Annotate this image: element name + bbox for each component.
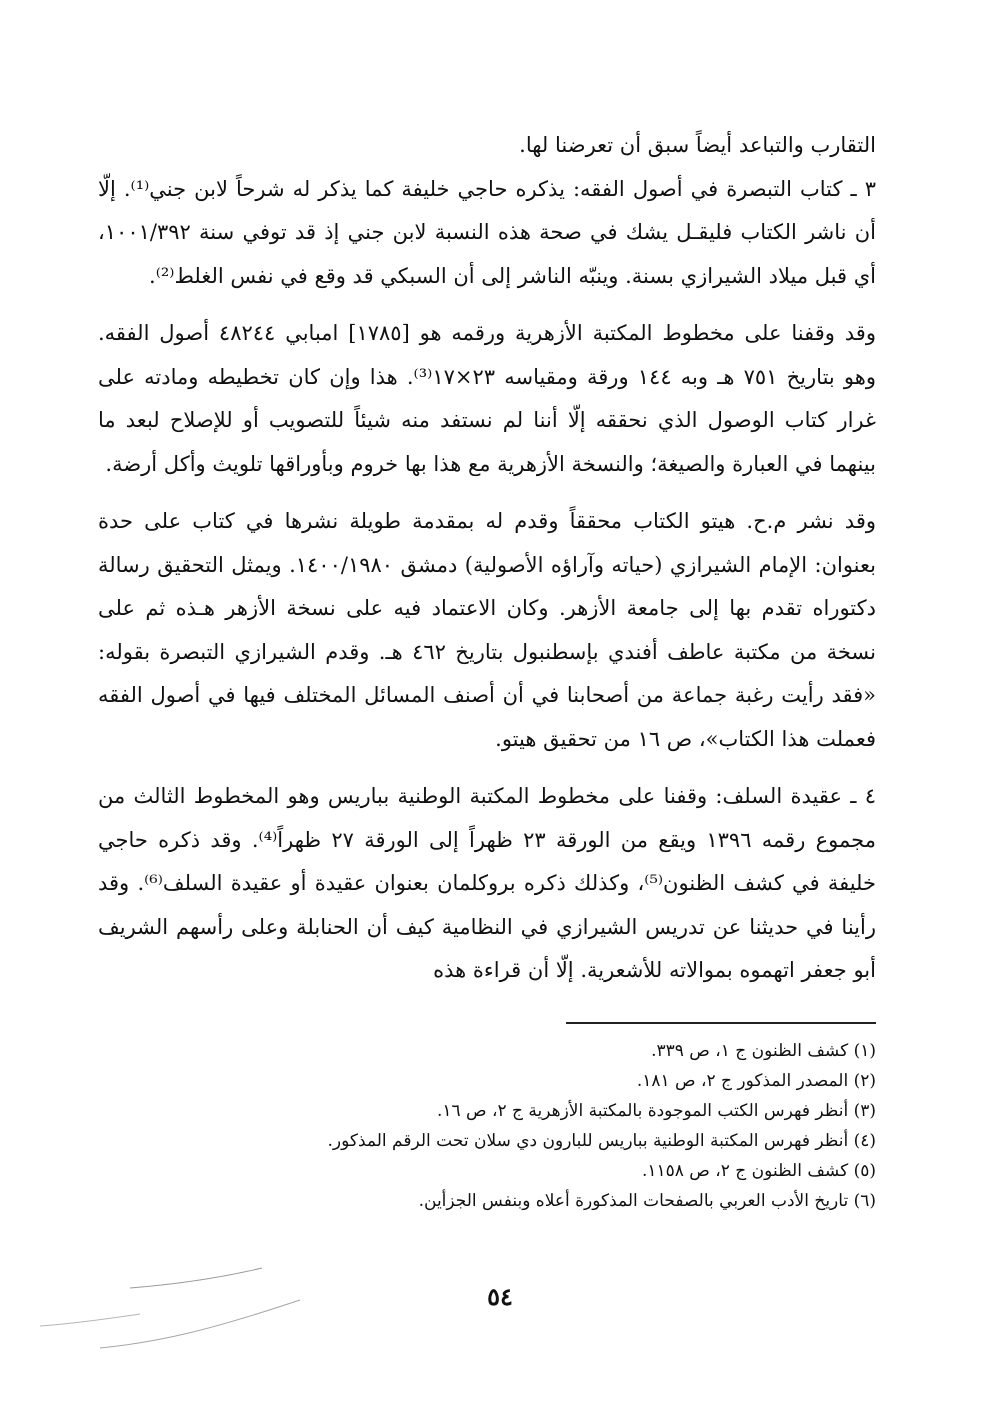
paragraph-5: ٤ ـ عقيدة السلف: وقفنا على مخطوط المكتبة الوطنية بباريس وهو المخطوط الثالث من مجموع رقمه ١٣٩٦ ويقع من الورقة ٢٣ ظهراً إلى الورقة ٢٧ ظهراً⁽⁴⁾. وقد ذكره حاجي خليفة في كشف الظنون⁽⁵⁾، وكذلك ذكره بروكلمان بعنوان عقيدة أو عقيدة السلف⁽⁶⁾. وقد رأينا في حديثنا عن تدريس الشيرازي في النظامية كيف أن الحنابلة وعلى رأسهم الشريف أبو جعفر اتهموه بموالاته للأشعرية. إلّا أن قراءة هذه [98,784,876,982]
page-number: ٥٤ [487,1282,513,1311]
paragraph-1: التقارب والتباعد أيضاً سبق أن تعرضنا لها. [519,133,876,157]
main-text [98,124,876,993]
footnote-2: (٢) المصدر المذكور ج ٢، ص ١٨١. [636,1071,876,1091]
footnote-6: (٦) تاريخ الأدب العربي بالصفحات المذكورة أعلاه وبنفس الجزأين. [418,1191,876,1211]
footnote-5: (٥) كشف الظنون ج ٢، ص ١١٥٨. [641,1161,876,1181]
paragraph-4: وقد نشر م.ح. هيتو الكتاب محققاً وقدم له بمقدمة طويلة نشرها في كتاب على حدة بعنوان: الإمام الشيرازي (حياته وآراؤه الأصولية) دمشق ١٤٠٠/١٩٨٠. ويمثل التحقيق رسالة دكتوراه تقدم بها إلى جامعة الأزهر. وكان الاعتماد فيه على نسخة الأزهر هـذه ثم على نسخة من مكتبة عاطف أفندي بإسطنبول بتاريخ ٤٦٢ هـ. وقدم الشيرازي التبصرة بقوله: «فقد رأيت رغبة جماعة من أصحابنا في أن أصنف المسائل المختلف فيها في أصول الفقه فعملت هذا الكتاب»، ص ١٦ من تحقيق هيتو. [98,509,877,751]
footnote-4: (٤) أنظر فهرس المكتبة الوطنية بباريس للبارون دي سلان تحت الرقم المذكور. [327,1131,876,1151]
pencil-marks-decoration [0,1230,320,1360]
footnote-3: (٣) أنظر فهرس الكتب الموجودة بالمكتبة الأزهرية ج ٢، ص ١٦. [436,1101,876,1121]
footnote-separator [566,1022,876,1024]
footnotes [300,1036,876,1216]
paragraph-3: وقد وقفنا على مخطوط المكتبة الأزهرية ورقمه هو [١٧٨٥] امبابي ٤٨٢٤٤ أصول الفقه. وهو بتاريخ ٧٥١ هـ وبه ١٤٤ ورقة ومقياسه ٢٣×١٧⁽³⁾. هذا وإن كان تخطيطه ومادته على غرار كتاب الوصول الذي نحققه إلّا أننا لم نستفد منه شيئاً للتصويب أو للإصلاح لبعد ما بينهما في العبارة والصيغة؛ والنسخة الأزهرية مع هذا بها خروم وبأوراقها تلويث وأكل أرضة. [98,321,876,476]
paragraph-2: ٣ ـ كتاب التبصرة في أصول الفقه: يذكره حاجي خليفة كما يذكر له شرحاً لابن جني⁽¹⁾. إلّا أن ناشر الكتاب فليقـل يشك في صحة هذه النسبة لابن جني إذ قد توفي سنة ١٠٠١/٣٩٢، أي قبل ميلاد الشيرازي بسنة. وينبّه الناشر إلى أن السبكي قد وقع في نفس الغلط⁽²⁾. [98,176,876,288]
footnote-1: (١) كشف الظنون ج ١، ص ٣٣٩. [651,1041,876,1061]
